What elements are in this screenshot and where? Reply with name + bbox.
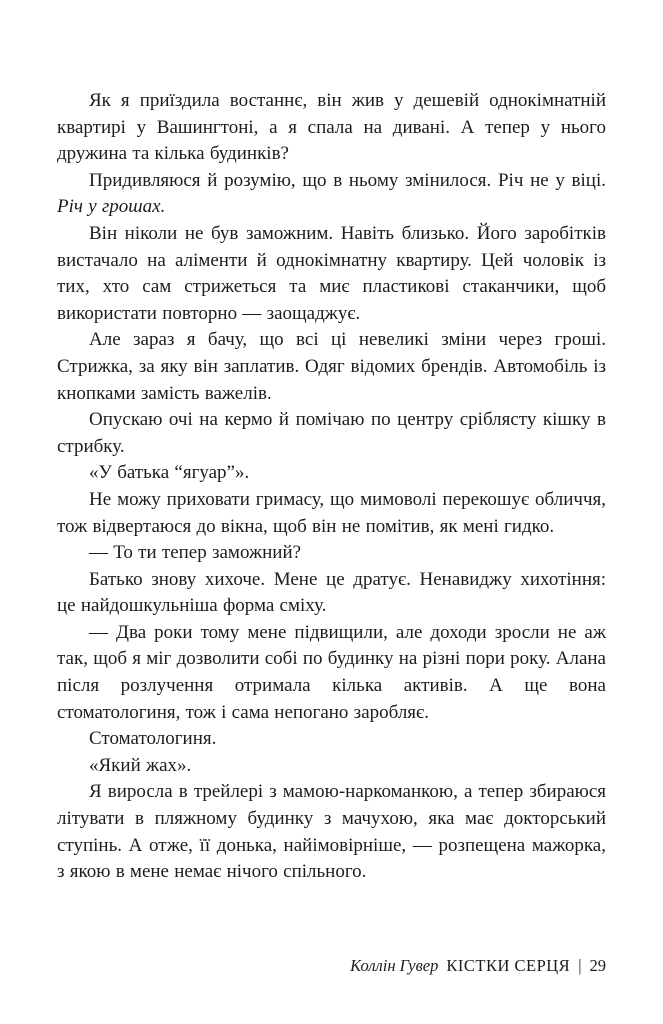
paragraph-segment: — То ти тепер заможний?	[89, 542, 302, 564]
paragraph-segment: «Який жах».	[89, 754, 192, 776]
paragraph	[57, 726, 606, 753]
paragraph	[57, 407, 606, 460]
paragraph	[57, 327, 606, 407]
paragraph	[57, 620, 606, 726]
footer-author: Коллін Гувер	[350, 956, 439, 975]
paragraph	[57, 779, 606, 885]
footer-book-title: КІСТКИ СЕРЦЯ	[446, 956, 571, 975]
paragraph-segment-italic: Річ у грошах.	[57, 196, 166, 218]
paragraph	[57, 88, 606, 168]
text-block	[57, 88, 606, 886]
paragraph-segment: Він ніколи не був заможним. Навіть близько. Його заробітків вистачало на аліменти й однокімнатну квартиру. Цей чоловік із тих, хто сам стрижеться та миє пластикові стаканчики, щоб використати повторно — заощаджує.	[57, 222, 606, 324]
paragraph-segment: Як я приїздила востаннє, він жив у дешевій однокімнатній квартирі у Вашингтоні, а я спала на дивані. А тепер у нього дружина та кілька будинків?	[57, 90, 606, 165]
paragraph-segment: Батько знову хихоче. Мене це дратує. Ненавиджу хихотіння: це найдошкульніша форма сміху.	[57, 568, 606, 617]
paragraph	[57, 753, 606, 780]
page-footer	[350, 956, 606, 976]
paragraph-segment: Не можу приховати гримасу, що мимоволі перекошує обличчя, тож відвертаюся до вікна, щоб він не помітив, як мені гидко.	[57, 488, 606, 537]
paragraph	[57, 221, 606, 327]
paragraph-segment: Опускаю очі на кермо й помічаю по центру сріблясту кішку в стрибку.	[57, 409, 606, 457]
paragraph-segment: Я виросла в трейлері з мамою-наркоманкою, а тепер збираюся літувати в пляжному будинку з мачухою, яка має докторський ступінь. А отже, її донька, найімовірніше, — розпещена мажорка, з якою в мене немає нічого спільного.	[57, 781, 606, 883]
paragraph	[57, 540, 606, 567]
paragraph-segment: Стоматологиня.	[89, 728, 217, 750]
paragraph	[57, 460, 606, 487]
paragraph-segment: Але зараз я бачу, що всі ці невеликі зміни через гроші. Стрижка, за яку він заплатив. Одяг відомих брендів. Автомобіль із кнопками замість важелів.	[57, 329, 606, 404]
paragraph	[57, 567, 606, 620]
footer-page-number: 29	[589, 956, 606, 975]
paragraph-segment: «У батька “ягуар”».	[89, 462, 250, 484]
paragraph	[57, 487, 606, 540]
footer-separator: |	[578, 956, 582, 975]
paragraph-segment: Придивляюся й розумію, що в ньому змінилося. Річ не у віці.	[89, 169, 606, 191]
paragraph-segment: — Два роки тому мене підвищили, але доходи зросли не аж так, щоб я міг дозволити собі по будинку на різні пори року. Алана після розлучення отримала кілька активів. А ще вона стоматологиня, тож і сама непогано заробляє.	[57, 621, 606, 723]
paragraph	[57, 168, 606, 221]
